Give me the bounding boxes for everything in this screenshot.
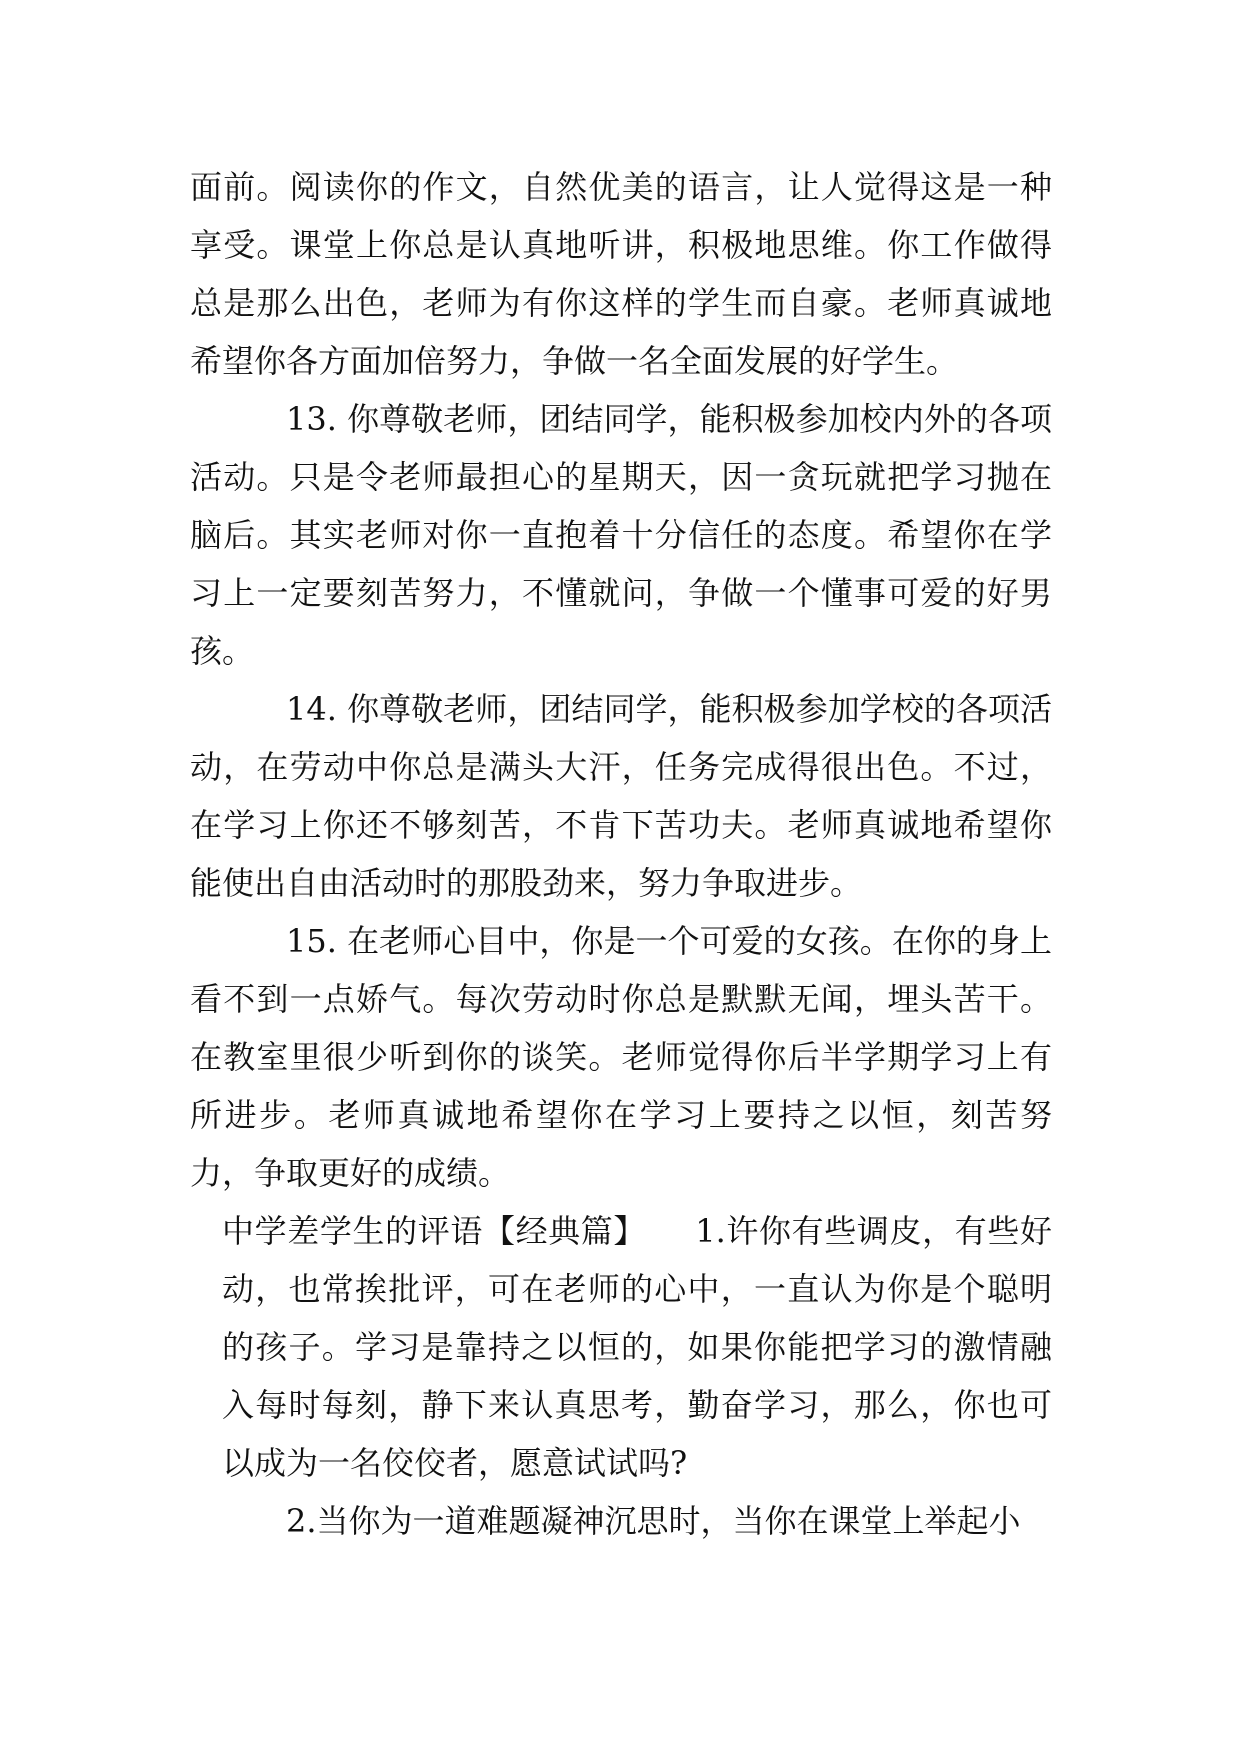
paragraph-continued: 面前。阅读你的作文，自然优美的语言，让人觉得这是一种享受。课堂上你总是认真地听讲，积极地思维。你工作做得总是那么出色，老师为有你这样的学生而自豪。老师真诚地希望你各方面加倍努力，争做一名全面发展的好学生。 <box>190 168 1052 380</box>
paragraph-2: 2.当你为一道难题凝神沉思时，当你在课堂上举起小 <box>286 1502 1021 1540</box>
paragraph-section-classic: 中学差学生的评语【经典篇】 1.许你有些调皮，有些好动，也常挨批评，可在老师的心中，一直认为你是个聪明的孩子。学习是靠持之以恒的，如果你能把学习的激情融入每时每刻，静下来认真思考，勤奋学习，那么，你也可以成为一名佼佼者，愿意试试吗? <box>222 1212 1052 1482</box>
paragraph-14: 14. 你尊敬老师，团结同学，能积极参加学校的各项活动，在劳动中你总是满头大汗，任务完成得很出色。不过，在学习上你还不够刻苦，不肯下苦功夫。老师真诚地希望你能使出自由活动时的那股劲来，努力争取进步。 <box>190 690 1052 902</box>
paragraph-13: 13. 你尊敬老师，团结同学，能积极参加校内外的各项活动。只是令老师最担心的星期天，因一贪玩就把学习抛在脑后。其实老师对你一直抱着十分信任的态度。希望你在学习上一定要刻苦努力，不懂就问，争做一个懂事可爱的好男孩。 <box>190 400 1052 670</box>
document-body <box>190 158 1052 1550</box>
paragraph-15: 15. 在老师心目中，你是一个可爱的女孩。在你的身上看不到一点娇气。每次劳动时你总是默默无闻，埋头苦干。在教室里很少听到你的谈笑。老师觉得你后半学期学习上有所进步。老师真诚地希望你在学习上要持之以恒，刻苦努力，争取更好的成绩。 <box>190 922 1052 1192</box>
